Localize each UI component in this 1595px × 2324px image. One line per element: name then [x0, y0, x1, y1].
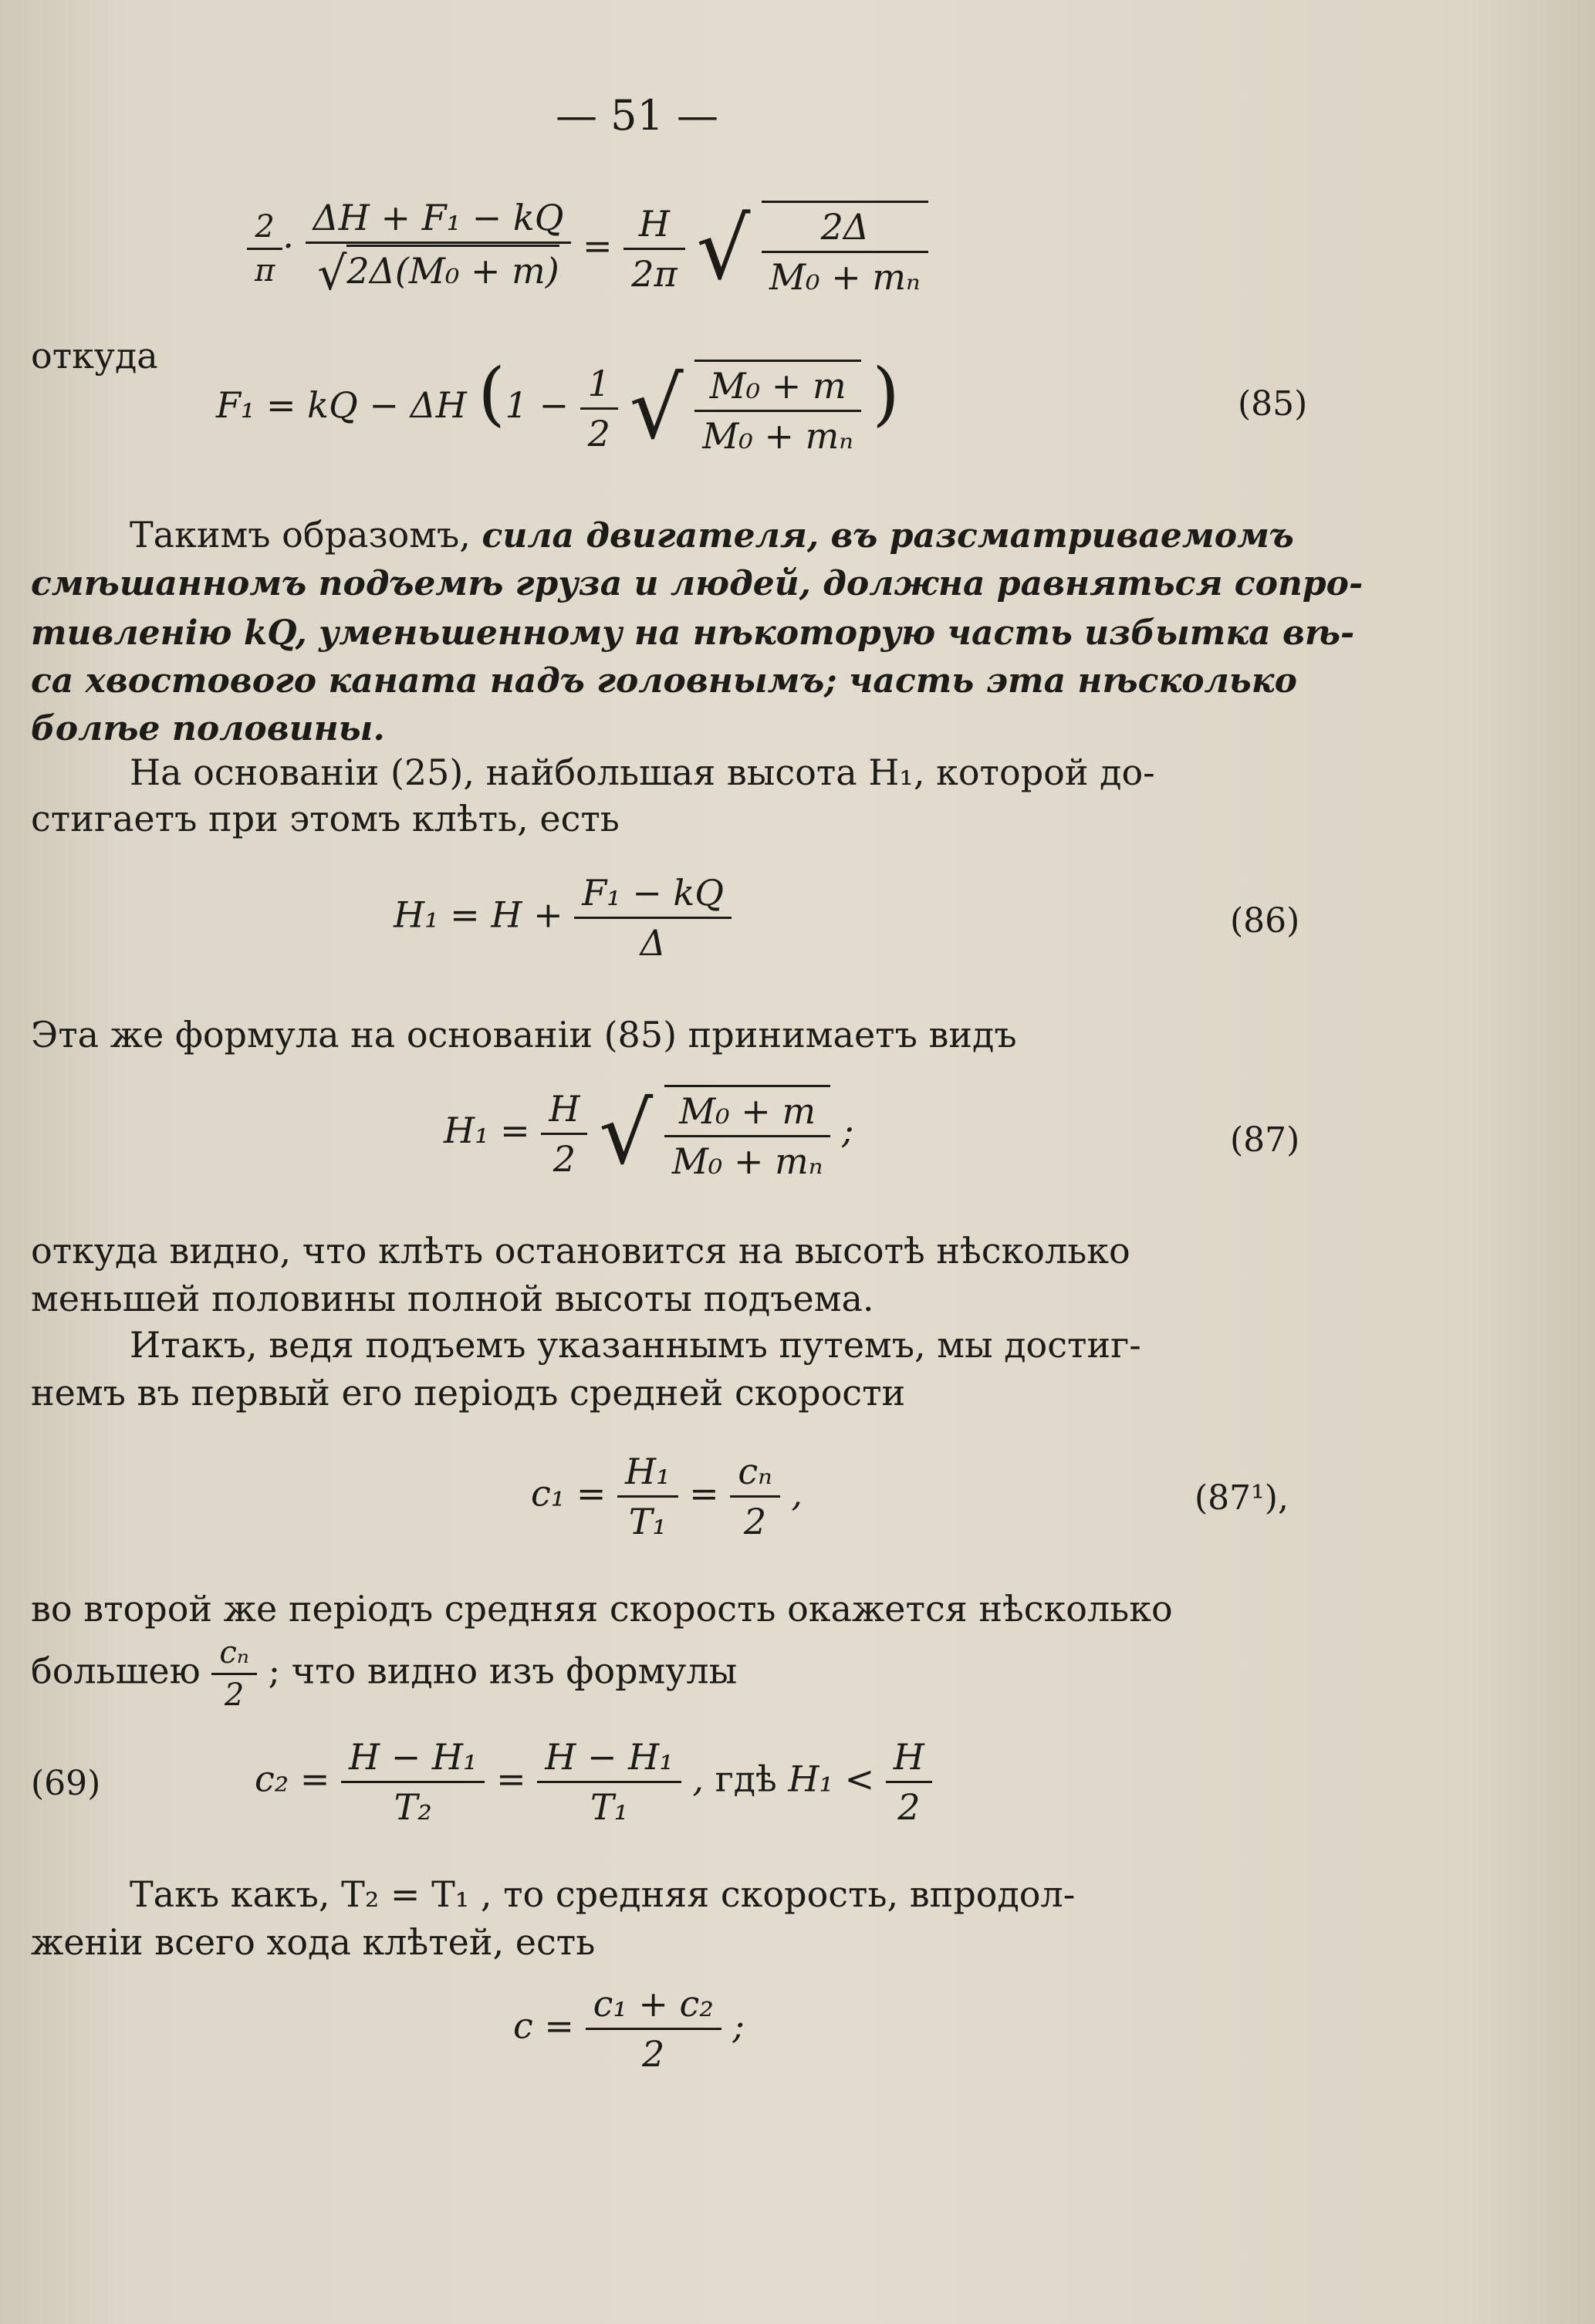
page-number: — 51 — — [556, 91, 719, 140]
paragraph-7-line-2: женіи всего хода клѣтей, есть — [31, 1921, 596, 1963]
frac-86: $\frac{\text{F₁ − kQ}}{\Delta}$ — [574, 872, 732, 964]
frac-main-lhs: $\frac{\text{ΔH + F₁ − kQ}}{\text{√2Δ(M₀ + m)}}$ — [306, 197, 572, 301]
frac-inline: $\frac{\text{cₙ}}{2}$ — [211, 1636, 257, 1712]
frac-rad-85: $\frac{\text{M₀ + m}}{\text{M₀ + mₙ}}$ — [694, 360, 861, 457]
equation-number-87-1: (87¹), — [1195, 1478, 1289, 1518]
paragraph-1-line-2: смѣшанномъ подъемѣ груза и людей, должна равняться сопро- — [31, 564, 1364, 603]
equation-number-69: (69) — [31, 1764, 101, 1803]
frac-69-cond: $\frac{H}{2}$ — [886, 1736, 932, 1828]
equation-number-86: (86) — [1230, 901, 1300, 941]
frac-69-b: $\frac{\text{H − H₁}}{\text{T₁}}$ — [537, 1736, 681, 1828]
frac-half: $\frac{1}{2}$ — [580, 363, 618, 454]
paragraph-3: Эта же формула на основаніи (85) принимаетъ видъ — [31, 1014, 1017, 1056]
frac-871-a: $\frac{\text{H₁}}{\text{T₁}}$ — [617, 1451, 678, 1542]
paragraph-5-line-1: Итакъ, ведя подъемъ указаннымъ путемъ, мы достиг- — [130, 1324, 1141, 1366]
paragraph-6-line-1: во второй же періодъ средняя скорость окажется нѣсколько — [31, 1588, 1173, 1630]
formula-69: c₂ = $\frac{\text{H − H₁}}{\text{T₂}}$ = $\frac{\text{H − H₁}}{\text{T₁}}$ , гдѣ H₁ < $\frac{H}{2}$ — [255, 1736, 932, 1828]
radical-icon: √ — [599, 1084, 654, 1183]
paragraph-1-line-3: тивленію kQ, уменьшенному на нѣкоторую часть избытка вѣ- — [31, 613, 1355, 653]
formula-87: H₁ = $\frac{H}{2}$ √ $\frac{\text{M₀ + m}}{\text{M₀ + mₙ}}$ ; — [444, 1084, 854, 1183]
paragraph-2-line-1: На основаніи (25), найбольшая высота H₁, которой до- — [130, 752, 1155, 793]
formula-86: H₁ = H + $\frac{\text{F₁ − kQ}}{\Delta}$ — [394, 872, 732, 964]
paragraph-1-line-5: болѣе половины. — [31, 709, 385, 748]
radical-icon: √ — [629, 359, 684, 458]
formula-average-speed: c = $\frac{\text{c₁ + c₂}}{2}$ ; — [513, 1983, 745, 2075]
equation-number-85: (85) — [1238, 384, 1308, 424]
frac-871-b: $\frac{\text{cₙ}}{2}$ — [730, 1451, 779, 1542]
frac-coef-lhs: $\frac{2}{\pi}$ — [247, 209, 282, 289]
frac-average: $\frac{\text{c₁ + c₂}}{2}$ — [586, 1983, 721, 2075]
text-otkuda: откуда — [31, 335, 158, 377]
frac-87: $\frac{H}{2}$ — [541, 1088, 587, 1180]
paragraph-4-line-1: откуда видно, что клѣть остановится на высотѣ нѣсколько — [31, 1230, 1130, 1272]
frac-coef-rhs: $\frac{H}{2\pi}$ — [623, 203, 685, 295]
radical-icon: √ — [317, 247, 347, 301]
frac-69-a: $\frac{\text{H − H₁}}{\text{T₂}}$ — [341, 1736, 485, 1828]
paragraph-7-line-1: Такъ какъ, T₂ = T₁ , то средняя скорость, впродол- — [130, 1873, 1076, 1915]
radical-icon: √ — [696, 199, 751, 299]
frac-rad-87: $\frac{\text{M₀ + m}}{\text{M₀ + mₙ}}$ — [664, 1085, 831, 1182]
formula-87-1: c₁ = $\frac{\text{H₁}}{\text{T₁}}$ = $\frac{\text{cₙ}}{2}$ , — [531, 1451, 803, 1542]
paragraph-4-line-2: меньшей половины полной высоты подъема. — [31, 1278, 874, 1319]
frac-rad-rhs: $\frac{2\Delta}{\text{M₀ + mₙ}}$ — [762, 201, 928, 298]
paragraph-6-line-2: большею $\frac{\text{cₙ}}{2}$ ; что видно изъ формулы — [31, 1635, 738, 1713]
paragraph-1-line-4: са хвостового каната надъ головнымъ; часть эта нѣсколько — [31, 661, 1297, 701]
paragraph-1-line-1: Такимъ образомъ, сила двигателя, въ разсматриваемомъ — [130, 514, 1294, 556]
paragraph-2-line-2: стигаетъ при этомъ клѣть, есть — [31, 798, 620, 839]
formula-85: F₁ = kQ − ΔH (1 − $\frac{1}{2}$ √ $\frac{\text{M₀ + m}}{\text{M₀ + mₙ}}$ ) — [216, 353, 900, 458]
equation-number-87: (87) — [1230, 1120, 1300, 1160]
formula-top: $\frac{2}{\pi}$ · $\frac{\text{ΔH + F₁ − kQ}}{\text{√2Δ(M₀ + m)}}$ = $\frac{H}{2\pi}$ √ $\frac{2\Delta}{\text{M₀ + mₙ}}$ — [247, 197, 928, 301]
paragraph-5-line-2: немъ въ первый его періодъ средней скорости — [31, 1372, 906, 1414]
